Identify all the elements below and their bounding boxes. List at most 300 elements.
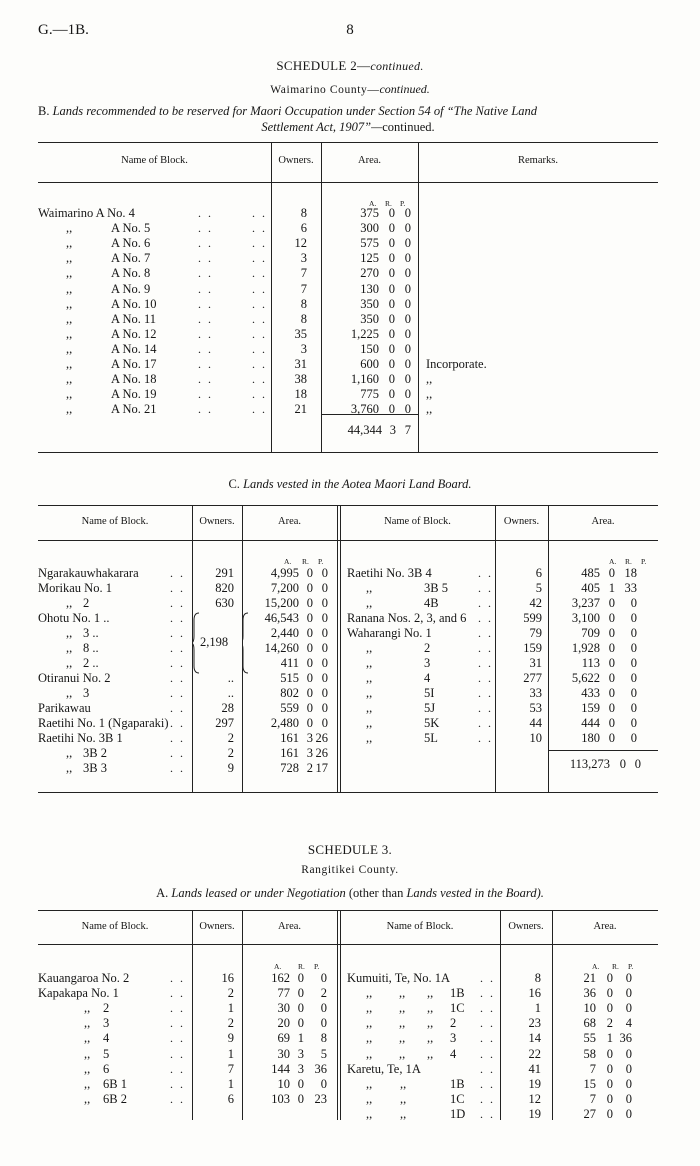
leader-dots: . .: [170, 701, 185, 715]
ditto-mark: ,,: [66, 251, 73, 266]
block-name: 3B 5: [424, 581, 448, 595]
area-roods: 0: [297, 1016, 304, 1031]
leader-dots: . .: [252, 206, 267, 220]
schedule-2-county: Waimarino County—continued.: [270, 82, 430, 96]
leader-dots: . .: [170, 566, 185, 580]
owners-count: 22: [528, 1046, 541, 1061]
area-acres: 600: [360, 357, 379, 371]
owners-count: 277: [523, 671, 542, 685]
leader-dots: . .: [480, 1001, 495, 1016]
area-roods: 0: [608, 566, 615, 580]
a-right-col-name: Name of Block.: [386, 921, 454, 932]
leader-dots: . .: [198, 221, 213, 236]
area-roods: 0: [608, 626, 615, 640]
leader-dots: . .: [252, 266, 267, 281]
block-name: Raetihi No. 1 (Ngaparaki): [38, 716, 169, 730]
owners-count: [196, 626, 234, 641]
area-acres: 5,622: [571, 671, 600, 685]
leader-dots: . .: [252, 341, 267, 356]
leader-dots: . .: [170, 1061, 185, 1076]
ditto-mark: ,,: [399, 1046, 406, 1061]
area-acres: 350: [360, 311, 379, 326]
ditto-mark: ,,: [366, 581, 373, 595]
owners-count: 10: [529, 731, 542, 745]
ditto-mark: ,,: [66, 372, 73, 387]
block-name: Waharangi No. 1: [347, 626, 432, 640]
block-name: Ranana Nos. 2, 3, and 6: [347, 611, 467, 625]
section-b-title-line2: Settlement Act, 1907”—continued.: [261, 120, 435, 134]
ditto-mark: ,,: [66, 296, 73, 311]
area-roods: 1: [608, 581, 615, 595]
perches-unit: P.: [314, 962, 320, 971]
ditto-mark: ,,: [366, 1046, 373, 1061]
owners-count: 16: [221, 971, 234, 985]
block-name: Kumuiti, Te, No. 1A: [347, 971, 451, 985]
leader-dots: . .: [170, 1016, 185, 1031]
area-roods: 0: [388, 296, 395, 311]
area-acres: 3,237: [571, 596, 600, 610]
ditto-mark: ,,: [366, 1031, 373, 1046]
block-name: 5L: [424, 731, 438, 745]
area-acres: 7: [589, 1061, 596, 1076]
owners-count: ..: [227, 671, 234, 685]
area-roods: 0: [608, 611, 615, 625]
block-name: 2: [424, 641, 431, 655]
acres-unit: A.: [369, 199, 377, 208]
roods-unit: R.: [625, 557, 632, 566]
area-perches: 0: [630, 686, 637, 700]
area-perches: 0: [404, 341, 411, 356]
owners-count: 5: [535, 581, 542, 595]
leader-dots: . .: [198, 357, 213, 371]
area-perches: 36: [619, 1031, 632, 1046]
block-name: A No. 18: [111, 372, 157, 387]
area-roods: 0: [388, 341, 395, 356]
leader-dots: . .: [198, 281, 213, 296]
ditto-mark: ,,: [366, 1091, 373, 1106]
area-acres: 709: [581, 626, 600, 640]
area-acres: 300: [360, 221, 379, 236]
leader-dots: . .: [170, 611, 185, 625]
c-left-col-owners: Owners.: [199, 516, 235, 527]
remarks: ,,: [426, 402, 433, 417]
block-name: 1C: [450, 1001, 465, 1016]
area-acres: 144: [271, 1061, 290, 1076]
leader-dots: . .: [198, 372, 213, 387]
area-roods: 0: [388, 221, 395, 236]
owners-count: 79: [529, 626, 542, 640]
ditto-mark: ,,: [427, 1031, 434, 1046]
block-name: A No. 9: [111, 281, 151, 296]
area-roods: 0: [608, 686, 615, 700]
block-name: 5I: [424, 686, 435, 700]
block-name: 5: [103, 1046, 110, 1061]
block-name: 3: [424, 656, 431, 670]
area-acres: 10: [583, 1001, 596, 1016]
area-roods: 0: [306, 626, 313, 640]
ditto-mark: ,,: [84, 1016, 91, 1031]
area-acres: 58: [583, 1046, 596, 1061]
block-name: Ngarakauwhakarara: [38, 566, 139, 580]
area-acres: 46,543: [264, 611, 299, 625]
c-right-col-area: Area.: [591, 516, 615, 527]
block-name: 3: [103, 1016, 110, 1031]
owners-count: 53: [529, 701, 542, 715]
ditto-mark: ,,: [84, 1001, 91, 1016]
area-perches: 26: [315, 731, 328, 745]
area-acres: 7: [589, 1091, 596, 1106]
leader-dots: . .: [478, 611, 493, 625]
block-name: 4: [450, 1046, 457, 1061]
leader-dots: . .: [170, 641, 185, 655]
ditto-mark: ,,: [66, 221, 73, 236]
a-left-col-name: Name of Block.: [81, 921, 149, 932]
area-perches: 0: [625, 1061, 632, 1076]
leader-dots: . .: [252, 387, 267, 402]
area-acres: 350: [360, 296, 379, 311]
area-perches: 8: [320, 1031, 327, 1046]
owners-count: 820: [215, 581, 234, 595]
leader-dots: . .: [480, 1061, 495, 1076]
area-perches: 0: [320, 1016, 327, 1031]
block-name: A No. 14: [111, 341, 157, 356]
owners-count: 6: [227, 1091, 234, 1106]
owners-count: 599: [523, 611, 542, 625]
owners-count: 1: [227, 1001, 234, 1016]
owners-count: 2: [227, 986, 234, 1001]
leader-dots: . .: [478, 641, 493, 655]
area-roods: 0: [306, 656, 313, 670]
c-left-col-name: Name of Block.: [81, 516, 149, 527]
area-acres: 27: [583, 1106, 596, 1121]
leader-dots: . .: [170, 1001, 185, 1016]
area-perches: 0: [321, 701, 328, 715]
owners-count: 9: [227, 1031, 234, 1046]
block-name: A No. 6: [111, 236, 151, 251]
block-name: 3 ..: [83, 626, 99, 640]
block-name: 5K: [424, 716, 440, 730]
area-perches: 0: [630, 656, 637, 670]
block-name: 4: [424, 671, 431, 685]
area-perches: 0: [625, 986, 632, 1001]
leader-dots: . .: [170, 971, 185, 985]
block-name: 3: [450, 1031, 457, 1046]
leader-dots: . .: [252, 326, 267, 341]
area-perches: 26: [315, 746, 328, 760]
owners-count: 7: [300, 281, 307, 296]
area-roods: 0: [388, 266, 395, 281]
area-roods: 0: [306, 641, 313, 655]
leader-dots: . .: [198, 311, 213, 326]
area-perches: 0: [320, 1076, 327, 1091]
area-acres: 55: [583, 1031, 596, 1046]
report-reference: G.—1B.: [38, 22, 89, 38]
leader-dots: . .: [252, 296, 267, 311]
area-acres: 515: [280, 671, 299, 685]
block-name: Otiranui No. 2: [38, 671, 111, 685]
remarks: ,,: [426, 387, 433, 402]
area-perches: 0: [404, 296, 411, 311]
ditto-mark: ,,: [399, 986, 406, 1001]
perches-unit: P.: [628, 962, 634, 971]
ditto-mark: ,,: [66, 357, 73, 371]
area-perches: 0: [321, 581, 328, 595]
ditto-mark: ,,: [366, 1016, 373, 1031]
area-acres: 69: [277, 1031, 290, 1046]
leader-dots: . .: [252, 357, 267, 371]
area-roods: 0: [297, 1091, 304, 1106]
col-remarks: Remarks.: [518, 155, 558, 166]
acres-unit: A.: [592, 962, 600, 971]
owners-count: 33: [529, 686, 542, 700]
area-acres: 68: [583, 1016, 596, 1031]
owners-count: 2: [227, 746, 234, 760]
leader-dots: . .: [478, 671, 493, 685]
ditto-mark: ,,: [66, 686, 73, 700]
area-perches: 4: [625, 1016, 632, 1031]
ditto-mark: ,,: [84, 1091, 91, 1106]
block-name: Raetihi No. 3B 4: [347, 566, 432, 580]
owners-count: 8: [300, 296, 307, 311]
block-name: 8 ..: [83, 641, 99, 655]
area-roods: 0: [388, 236, 395, 251]
area-perches: 0: [630, 731, 637, 745]
area-perches: 5: [320, 1046, 327, 1061]
ditto-mark: ,,: [66, 387, 73, 402]
area-roods: 0: [606, 1091, 613, 1106]
owners-count: 31: [529, 656, 542, 670]
owners-count: 18: [294, 387, 307, 402]
ditto-mark: ,,: [399, 1031, 406, 1046]
area-acres: 30: [277, 1046, 290, 1061]
area-roods: 0: [388, 281, 395, 296]
area-acres: 1,928: [571, 641, 600, 655]
c-left-col-area: Area.: [277, 516, 302, 527]
area-roods: 1: [606, 1031, 613, 1046]
area-acres: 125: [360, 251, 379, 266]
area-acres: 3,100: [571, 611, 600, 625]
ditto-mark: ,,: [427, 1016, 434, 1031]
leader-dots: . .: [170, 731, 185, 745]
owners-count: 8: [300, 206, 307, 220]
ditto-mark: ,,: [84, 1061, 91, 1076]
area-perches: 0: [625, 1076, 632, 1091]
owners-count: 19: [528, 1106, 541, 1121]
owners-count: 297: [215, 716, 234, 730]
block-name: 1B: [450, 1076, 465, 1091]
area-roods: 0: [606, 986, 613, 1001]
area-roods: 0: [306, 566, 313, 580]
block-name: 4: [103, 1031, 110, 1046]
section-c-total: 113,273 0 0: [569, 757, 641, 771]
owners-count: 19: [528, 1076, 541, 1091]
area-roods: 0: [297, 971, 304, 985]
owners-count: 3: [300, 341, 307, 356]
area-roods: 0: [608, 641, 615, 655]
block-name: A No. 12: [111, 326, 157, 341]
area-acres: 4,995: [270, 566, 299, 580]
acres-unit: A.: [274, 962, 282, 971]
area-acres: 2,480: [270, 716, 299, 730]
area-perches: 0: [625, 1091, 632, 1106]
area-perches: 0: [404, 281, 411, 296]
block-name: 6: [103, 1061, 110, 1076]
area-perches: 0: [630, 701, 637, 715]
a-right-col-owners: Owners.: [508, 921, 544, 932]
area-roods: 2: [306, 761, 313, 775]
owners-count: 44: [529, 716, 542, 730]
ditto-mark: ,,: [400, 1076, 407, 1091]
area-acres: 36: [583, 986, 596, 1001]
area-roods: 0: [388, 206, 395, 220]
leader-dots: . .: [252, 402, 267, 417]
area-acres: 3,760: [350, 402, 379, 417]
block-name: 6B 2: [103, 1091, 127, 1106]
owners-count: 42: [529, 596, 542, 610]
leader-dots: . .: [198, 326, 213, 341]
ditto-mark: ,,: [84, 1031, 91, 1046]
acres-unit: A.: [284, 557, 292, 566]
area-acres: 485: [581, 566, 600, 580]
block-name: 3B 2: [83, 746, 107, 760]
area-roods: 2: [606, 1016, 613, 1031]
ditto-mark: ,,: [366, 986, 373, 1001]
area-acres: 1,160: [350, 372, 379, 387]
a-right-col-area: Area.: [593, 921, 617, 932]
ditto-mark: ,,: [427, 986, 434, 1001]
area-roods: 3: [297, 1061, 304, 1076]
section-a-title: A. Lands leased or under Negotiation (other than Lands vested in the Board).: [156, 886, 544, 900]
owners-count: 7: [227, 1061, 234, 1076]
owners-count: 3: [300, 251, 307, 266]
leader-dots: . .: [198, 341, 213, 356]
area-roods: 0: [306, 611, 313, 625]
ditto-mark: ,,: [366, 641, 373, 655]
area-acres: 728: [280, 761, 299, 775]
area-roods: 0: [608, 731, 615, 745]
area-acres: 15,200: [264, 596, 299, 610]
block-name: 2: [103, 1001, 110, 1016]
owners-count: ..: [227, 686, 234, 700]
owners-count: 6: [300, 221, 307, 236]
schedule-3-title: SCHEDULE 3.: [307, 842, 393, 857]
leader-dots: . .: [252, 236, 267, 251]
block-name: A No. 5: [111, 221, 151, 236]
schedule-3-county: Rangitikei County.: [301, 864, 399, 876]
area-acres: 180: [581, 731, 600, 745]
leader-dots: . .: [478, 716, 493, 730]
area-roods: 0: [388, 387, 395, 402]
area-acres: 7,200: [270, 581, 299, 595]
area-acres: 20: [277, 1016, 290, 1031]
area-roods: 0: [606, 1001, 613, 1016]
leader-dots: . .: [480, 1106, 495, 1121]
area-perches: 0: [404, 311, 411, 326]
owners-count: 1: [227, 1076, 234, 1091]
ditto-mark: ,,: [427, 1046, 434, 1061]
area-roods: 0: [388, 251, 395, 266]
area-perches: 0: [404, 206, 411, 220]
leader-dots: . .: [170, 716, 185, 730]
block-name: Kauangaroa No. 2: [38, 971, 130, 985]
remarks: ,,: [426, 372, 433, 387]
block-name: 4B: [424, 596, 439, 610]
area-perches: 0: [404, 357, 411, 371]
area-perches: 0: [630, 611, 637, 625]
owners-count: 31: [294, 357, 307, 371]
block-name: A No. 21: [111, 402, 157, 417]
leader-dots: . .: [480, 1031, 495, 1046]
owners-count: 35: [294, 326, 307, 341]
area-roods: 0: [606, 1046, 613, 1061]
area-perches: 0: [321, 641, 328, 655]
area-roods: 0: [608, 596, 615, 610]
perches-unit: P.: [400, 199, 406, 208]
area-roods: 0: [608, 716, 615, 730]
leader-dots: . .: [170, 761, 185, 775]
area-acres: 375: [360, 206, 379, 220]
ditto-mark: ,,: [66, 311, 73, 326]
roods-unit: R.: [302, 557, 309, 566]
owners-count: 6: [535, 566, 542, 580]
ditto-mark: ,,: [366, 1076, 373, 1091]
leader-dots: . .: [252, 372, 267, 387]
block-name: Morikau No. 1: [38, 581, 112, 595]
owners-count: [196, 641, 234, 656]
area-perches: 0: [321, 566, 328, 580]
leader-dots: . .: [478, 701, 493, 715]
area-perches: 23: [314, 1091, 327, 1106]
area-perches: 0: [404, 387, 411, 402]
leader-dots: . .: [478, 566, 493, 580]
area-roods: 0: [608, 701, 615, 715]
block-name: Raetihi No. 3B 1: [38, 731, 123, 745]
area-perches: 0: [630, 671, 637, 685]
leader-dots: . .: [198, 402, 213, 417]
a-left-col-owners: Owners.: [199, 921, 235, 932]
area-roods: 0: [306, 716, 313, 730]
leader-dots: . .: [170, 686, 185, 700]
leader-dots: . .: [198, 251, 213, 266]
leader-dots: . .: [478, 686, 493, 700]
area-acres: 444: [581, 716, 600, 730]
block-name: 3: [83, 686, 90, 700]
area-acres: 162: [271, 971, 290, 985]
area-roods: 1: [297, 1031, 304, 1046]
area-acres: 575: [360, 236, 379, 251]
leader-dots: . .: [252, 311, 267, 326]
ditto-mark: ,,: [66, 641, 73, 655]
ditto-mark: ,,: [66, 266, 73, 281]
owners-count: 8: [300, 311, 307, 326]
owners-count: 23: [528, 1016, 541, 1031]
area-acres: 405: [581, 581, 600, 595]
owners-count: 1: [534, 1001, 541, 1016]
ditto-mark: ,,: [366, 656, 373, 670]
area-perches: 0: [320, 1001, 327, 1016]
owners-count: 1: [227, 1046, 234, 1061]
ditto-mark: ,,: [427, 1001, 434, 1016]
leader-dots: . .: [480, 1046, 495, 1061]
ditto-mark: ,,: [366, 686, 373, 700]
area-acres: 159: [581, 701, 600, 715]
area-roods: 0: [606, 971, 613, 985]
leader-dots: . .: [478, 626, 493, 640]
leader-dots: . .: [252, 221, 267, 236]
roods-unit: R.: [298, 962, 305, 971]
block-name: A No. 10: [111, 296, 157, 311]
area-perches: 0: [625, 1046, 632, 1061]
